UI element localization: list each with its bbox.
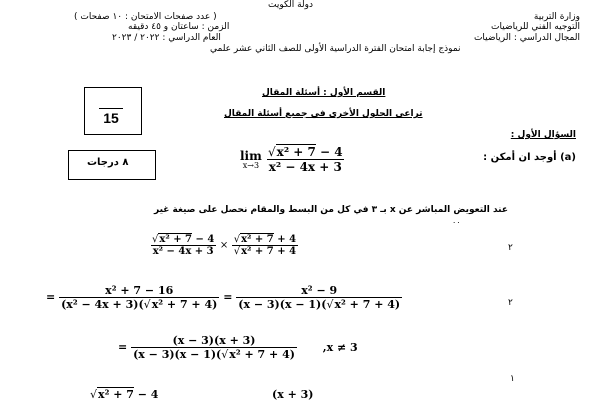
- step-1: $\frac{\text{√x² + 7 − 4}}{\text{x² − 4x + 3}}$ × $\frac{\text{√x² + 7 + 4}}{\text{√x² + 7 + 4}}$: [152, 234, 297, 257]
- field-label: المجال الدراسي : الرياضيات: [473, 33, 580, 43]
- degrees-label: ٨ درجات: [87, 157, 129, 168]
- question-label: السؤال الأول :: [510, 130, 576, 140]
- ministry-label: وزارة التربية: [533, 12, 580, 22]
- score-value: 15: [99, 108, 123, 126]
- question-part: (a) أوجد ان أمكن :: [483, 152, 576, 163]
- mark-2: ٢: [508, 298, 513, 308]
- mark-1: ٢: [508, 243, 513, 253]
- guidance-label: التوجيه الفني للرياضيات: [491, 22, 580, 32]
- step-2: = $\frac{\text{x² + 7 − 16}}{\text{(x² − 4x + 3)(√x² + 7 + 4)}}$ = $\frac{\text{x² − 9}}{\text{(x − 3)(x − 1)(√x² + 7 + 4)}}$: [46, 284, 401, 311]
- explanation-text: عند التعويض المباشر عن x بـ ٣ في كل من البسط والمقام نحصل على صيغة غير: [153, 205, 508, 215]
- degrees-box: [68, 150, 156, 180]
- time-label: الزمن : ساعتان و ٤٥ دقيقه: [128, 22, 230, 32]
- section-note: تراعى الحلول الأخرى في جميع أسئلة المقال: [224, 109, 423, 119]
- mark-3: ١: [510, 374, 515, 384]
- country-title: دولة الكويت: [268, 0, 313, 10]
- pages-label: ( عدد صفحات الامتحان : ١٠ صفحات ): [74, 12, 217, 22]
- problem-limit: lim x→3 $\frac{\text{√x² + 7 − 4}}{\text{x² − 4x + 3}}$: [240, 145, 343, 174]
- year-label: العام الدراسي : ٢٠٢٢ / ٢٠٢٣: [112, 33, 221, 43]
- explanation-text-2: ٠٠: [452, 218, 461, 227]
- section-heading: القسم الأول : أسئلة المقال: [262, 88, 386, 98]
- score-box: [84, 87, 142, 135]
- step-3: = $\frac{(x - 3)(x + 3)}{\text{(x − 3)(x − 1)(√x² + 7 + 4)}}$ ,x ≠ 3: [118, 334, 358, 361]
- step-4-left: √x² + 7 − 4: [90, 387, 159, 401]
- exam-title: نموذج إجابة امتحان الفترة الدراسية الأولى للصف الثاني عشر علمي: [210, 44, 461, 54]
- step-4-right: (x + 3): [272, 388, 314, 401]
